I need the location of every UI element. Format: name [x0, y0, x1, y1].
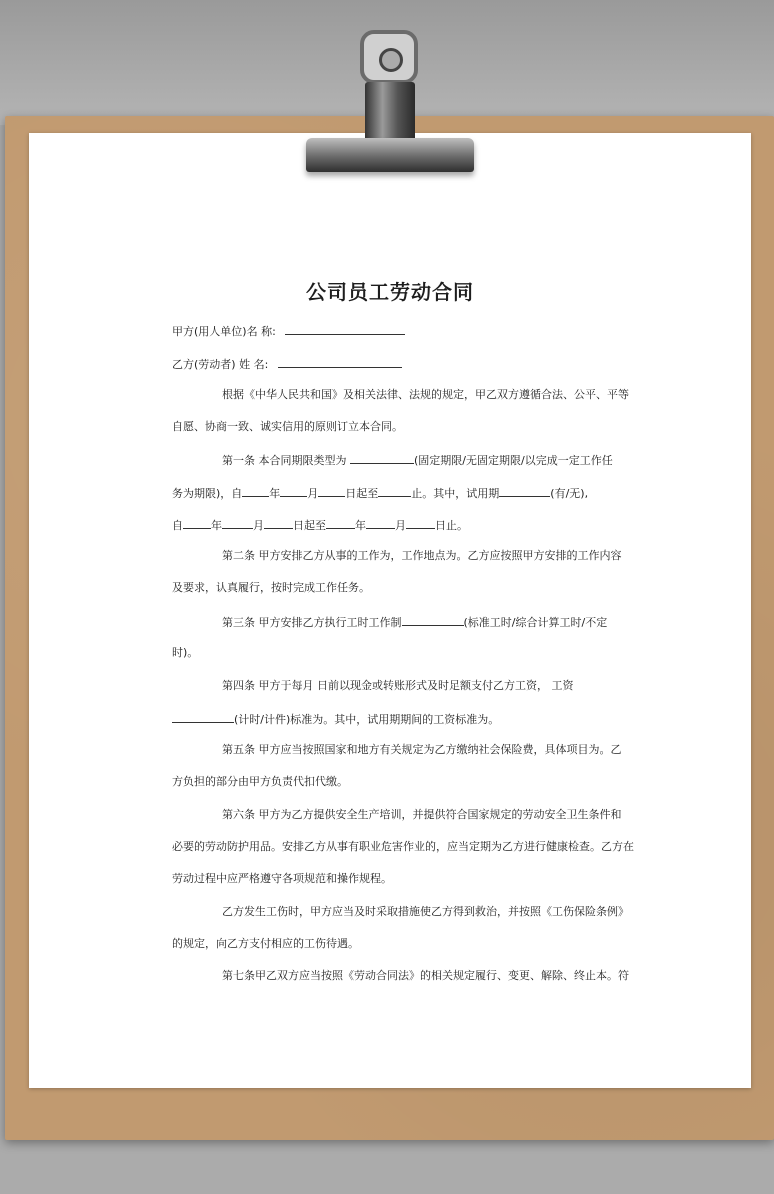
- blank: [378, 485, 411, 497]
- article-3-text: 第三条 甲方安排乙方执行工时工作制: [222, 616, 402, 629]
- party-b-line: [172, 356, 402, 372]
- injury-line-2: 的规定，向乙方支付相应的工伤待遇。: [172, 937, 359, 950]
- party-b-blank: [278, 356, 402, 368]
- article-6-line-2: 必要的劳动防护用品。安排乙方从事有职业危害作业的，应当定期为乙方进行健康检查。乙方在: [172, 840, 634, 853]
- article-1-text: 止。其中，试用期: [411, 487, 500, 500]
- article-7-line-1: 第七条甲乙双方应当按照《劳动合同法》的相关规定履行、变更、解除、终止本。符: [222, 969, 629, 982]
- article-1-line-3: [172, 517, 468, 533]
- blank: [172, 711, 234, 723]
- blank: [406, 517, 435, 529]
- article-1-text: 月: [395, 519, 406, 532]
- article-1-text: 月: [253, 519, 264, 532]
- preamble-line-1: 根据《中华人民共和国》及相关法律、法规的规定，甲乙双方遵循合法、公平、平等: [222, 388, 629, 401]
- article-4-text: (计时/计件)标准为。其中，试用期期间的工资标准为。: [234, 713, 500, 726]
- preamble-line-2: 自愿、协商一致、诚实信用的原则订立本合同。: [172, 420, 403, 433]
- article-4-line-1: 第四条 甲方于每月 日前以现金或转账形式及时足额支付乙方工资， 工资: [222, 679, 574, 692]
- article-6-line-3: 劳动过程中应严格遵守各项规范和操作规程。: [172, 872, 392, 885]
- blank: [326, 517, 355, 529]
- article-6-line-1: 第六条 甲方为乙方提供安全生产培训，并提供符合国家规定的劳动安全卫生条件和: [222, 808, 622, 821]
- article-2-line-1: 第二条 甲方安排乙方从事的工作为，工作地点为。乙方应按照甲方安排的工作内容: [222, 549, 622, 562]
- article-1-text: 自: [172, 519, 183, 532]
- article-1-text: 日起至: [293, 519, 326, 532]
- article-1-text: (固定期限/无固定期限/以完成一定工作任: [414, 454, 613, 467]
- binder-clip-icon: [300, 26, 480, 178]
- blank: [366, 517, 395, 529]
- clip-ring: [360, 30, 418, 84]
- article-1-text: 年: [211, 519, 222, 532]
- article-3-line-2: 时)。: [172, 646, 199, 659]
- article-1-line-2: [172, 485, 588, 501]
- injury-line-1: 乙方发生工伤时，甲方应当及时采取措施使乙方得到救治，并按照《工伤保险条例》: [222, 905, 629, 918]
- blank: [318, 485, 345, 497]
- blank: [264, 517, 293, 529]
- blank: [499, 485, 550, 497]
- blank: [183, 517, 211, 529]
- article-4-line-2: [172, 711, 499, 727]
- document-title: 公司员工劳动合同: [306, 280, 474, 304]
- article-2-line-2: 及要求，认真履行，按时完成工作任务。: [172, 581, 370, 594]
- blank: [350, 452, 414, 464]
- party-a-blank: [285, 323, 405, 335]
- party-b-label: 乙方(劳动者) 姓 名:: [172, 358, 269, 371]
- blank: [402, 614, 464, 626]
- article-1-text: 日止。: [435, 519, 468, 532]
- article-1-text: 日起至: [345, 487, 379, 500]
- article-1-text: (有/无),: [550, 487, 589, 500]
- article-1-line-1: [222, 452, 613, 468]
- article-3-line-1: [222, 614, 607, 630]
- article-1-text: 年: [269, 487, 281, 500]
- article-3-text: (标准工时/综合计算工时/不定: [463, 616, 608, 629]
- article-1-text: 年: [355, 519, 366, 532]
- article-1-text: 第一条 本合同期限类型为: [222, 454, 350, 467]
- article-1-text: 月: [307, 487, 319, 500]
- article-5-line-2: 方负担的部分由甲方负责代扣代缴。: [172, 775, 348, 788]
- article-5-line-1: 第五条 甲方应当按照国家和地方有关规定为乙方缴纳社会保险费，具体项目为。乙: [222, 743, 622, 756]
- party-a-label: 甲方(用人单位)名 称:: [172, 325, 276, 338]
- blank: [242, 485, 269, 497]
- blank: [280, 485, 307, 497]
- blank: [222, 517, 253, 529]
- article-1-text: 务为期限)，自: [172, 487, 243, 500]
- clip-base: [306, 138, 474, 172]
- party-a-line: [172, 323, 405, 339]
